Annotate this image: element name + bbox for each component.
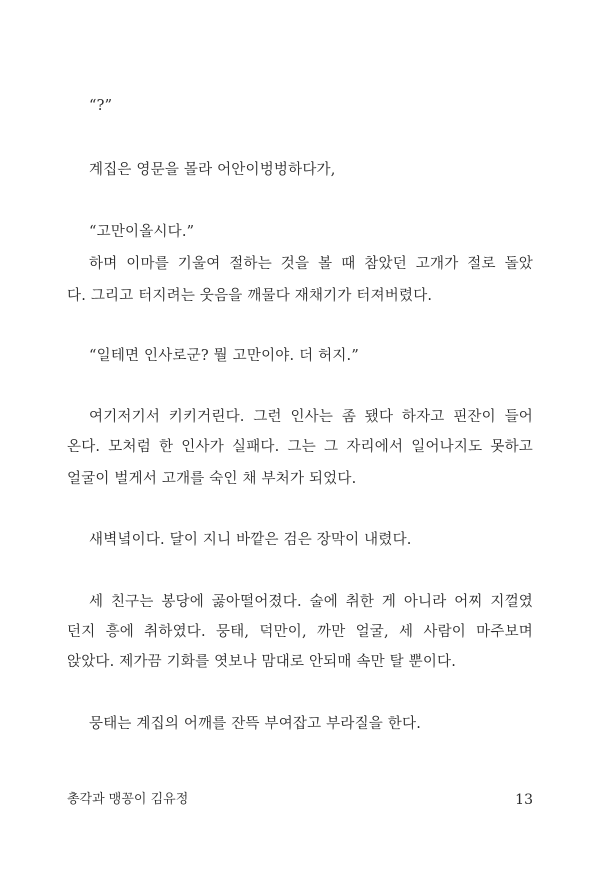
paragraph-line: “일테면 인사로군? 뭘 고만이야. 더 허지.”	[89, 348, 359, 364]
paragraph-line: 계집은 영문을 몰라 어안이벙벙하다가,	[89, 162, 336, 178]
paragraph-line: “고만이올시다.”	[89, 224, 195, 240]
paragraph-line: 세 친구는 봉당에 곯아떨어졌다. 술에 취한 게 아니라 어찌 지껄였	[89, 594, 533, 610]
paragraph-line: 던지 흥에 취하였다. 뭉태, 덕만이, 까만 얼굴, 세 사람이 마주보며	[67, 624, 533, 640]
page-number: 13	[515, 792, 533, 808]
paragraph-line: 얼굴이 벌게서 고개를 숙인 채 부처가 되었다.	[67, 471, 357, 487]
paragraph-line: 앉았다. 제가끔 기화를 엿보나 맘대로 안되매 속만 탈 뿐이다.	[67, 654, 457, 670]
paragraph-line: 하며 이마를 기울여 절하는 것을 볼 때 참았던 고개가 절로 돌았	[89, 256, 533, 272]
paragraph-line: 여기저기서 키키거린다. 그런 인사는 좀 됐다 하자고 핀잔이 들어	[89, 409, 533, 425]
paragraph-line: 온다. 모처럼 한 인사가 실패다. 그는 그 자리에서 일어나지도 못하고	[67, 439, 533, 455]
paragraph-line: 다. 그리고 터지려는 웃음을 깨물다 재채기가 터져버렸다.	[67, 288, 433, 304]
paragraph-line: “?”	[89, 98, 113, 114]
running-footer-title: 총각과 맹꽁이 김유정	[67, 792, 189, 807]
paragraph-line: 새벽녘이다. 달이 지니 바깥은 검은 장막이 내렸다.	[89, 532, 412, 548]
paragraph-line: 뭉태는 계집의 어깨를 잔뜩 부여잡고 부라질을 한다.	[89, 716, 422, 732]
